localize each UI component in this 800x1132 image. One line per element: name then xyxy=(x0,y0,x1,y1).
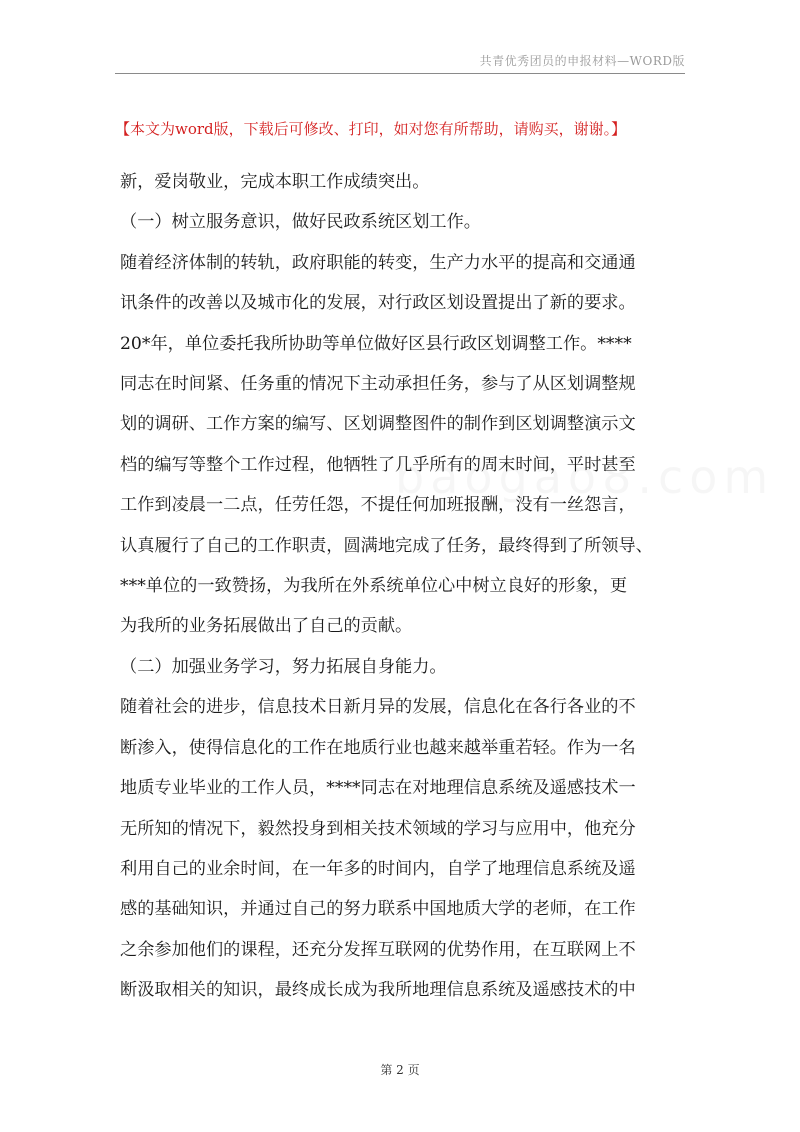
download-notice: 【本文为word版，下载后可修改、打印，如对您有所帮助，请购买，谢谢。】 xyxy=(115,120,627,138)
body-line: 20*年，单位委托我所协助等单位做好区县行政区划调整工作。**** xyxy=(120,333,632,354)
header-divider xyxy=(115,73,685,74)
body-line: 之余参加他们的课程，还充分发挥互联网的优势作用，在互联网上不 xyxy=(120,939,636,960)
body-line: 讯条件的改善以及城市化的发展，对行政区划设置提出了新的要求。 xyxy=(120,293,636,314)
body-line: 断渗入，使得信息化的工作在地质行业也越来越举重若轻。作为一名 xyxy=(120,737,636,758)
section-heading: （二）加强业务学习，努力拓展自身能力。 xyxy=(120,656,447,677)
body-line: 随着经济体制的转轨，政府职能的转变，生产力水平的提高和交通通 xyxy=(120,252,636,273)
body-line: 新，爱岗敬业，完成本职工作成绩突出。 xyxy=(120,172,430,192)
body-line: 认真履行了自己的工作职责，圆满地完成了任务，最终得到了所领导、 xyxy=(120,535,653,556)
document-body xyxy=(120,162,692,1011)
body-line: 同志在时间紧、任务重的情况下主动承担任务，参与了从区划调整规 xyxy=(120,374,636,395)
body-line: 为我所的业务拓展做出了自己的贡献。 xyxy=(120,616,413,637)
section-heading: （一）树立服务意识，做好民政系统区划工作。 xyxy=(120,212,481,233)
page-number: 第 2 页 xyxy=(380,1063,420,1077)
running-header: 共青优秀团员的申报材料—WORD版 xyxy=(479,54,685,68)
body-line: 划的调研、工作方案的编写、区划调整图件的制作到区划调整演示文 xyxy=(120,414,636,435)
body-line: 档的编写等整个工作过程，他牺牲了几乎所有的周末时间，平时甚至 xyxy=(120,454,636,475)
body-line: 工作到凌晨一二点，任劳任怨，不提任何加班报酬，没有一丝怨言， xyxy=(120,495,636,516)
body-line: 利用自己的业余时间，在一年多的时间内，自学了地理信息系统及遥 xyxy=(120,858,636,879)
body-line: ***单位的一致赞扬，为我所在外系统单位心中树立良好的形象，更 xyxy=(120,576,628,597)
body-line: 无所知的情况下，毅然投身到相关技术领域的学习与应用中，他充分 xyxy=(120,818,636,839)
body-line: 地质专业毕业的工作人员，****同志在对地理信息系统及遥感技术一 xyxy=(120,778,636,799)
body-line: 随着社会的进步，信息技术日新月异的发展，信息化在各行各业的不 xyxy=(120,697,636,718)
body-line: 断汲取相关的知识，最终成长成为我所地理信息系统及遥感技术的中 xyxy=(120,980,636,1001)
body-line: 感的基础知识，并通过自己的努力联系中国地质大学的老师，在工作 xyxy=(120,899,636,920)
